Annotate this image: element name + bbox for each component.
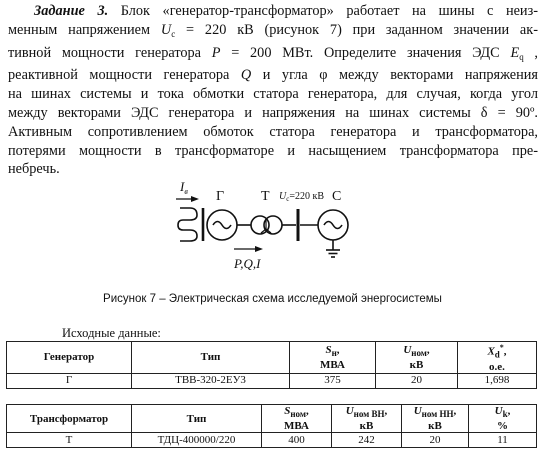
cell-hv-voltage: 242 [332, 433, 402, 448]
header-hv-voltage: $U_{ном ВН}$, кВ [332, 405, 402, 433]
excitation-winding [178, 208, 197, 241]
cell-transformer: Т [7, 433, 132, 448]
table-row [7, 433, 537, 448]
circuit-diagram [0, 168, 545, 286]
task-line-4: реактивной мощности генератора Q и угла φ между векторами напряжения [8, 67, 539, 84]
header-rated-power: $S_{ном}$, МВА [262, 405, 332, 433]
header-rated-power: $S_н$, МВА [290, 342, 376, 374]
task-line-8: потерями мощности в трансформаторе и насыщением трансформатора пре- [8, 142, 538, 159]
figure-caption: Рисунок 7 – Электрическая схема исследуемой энергосистемы [103, 293, 442, 305]
power-flow-label: P,Q,I [234, 256, 261, 271]
task-text [8, 2, 538, 179]
header-lv-voltage: $U_{ном НН}$, кВ [402, 405, 469, 433]
header-transformer: Трансформатор [7, 405, 132, 433]
header-generator: Генератор [7, 342, 132, 374]
transformer-table [6, 404, 537, 448]
generator-table [6, 341, 537, 389]
task-line-5: на шинах системы и тока обмотки статора генератора, для случая, когда угол [8, 86, 538, 103]
bus-voltage-label: $U_с=220$ кВ [279, 191, 325, 203]
source-data-heading: Исходные данные: [62, 326, 161, 340]
generator-label: Г [216, 189, 225, 204]
header-reactance: $X_d^*$, о.е. [458, 342, 537, 374]
cell-reactance: 1,698 [458, 373, 537, 388]
header-rated-voltage: $U_{ном}$, кВ [376, 342, 458, 374]
header-type: Тип [132, 342, 290, 374]
task-line-7: Активным сопротивлением обмоток статора генератора и трансформатора, [8, 123, 538, 140]
cell-rated-power: 400 [262, 433, 332, 448]
cell-rated-power: 375 [290, 373, 376, 388]
task-line-1: Задание 3. Блок «генератор-трансформатор» работает на шины с неиз- [34, 3, 538, 19]
cell-type: ТДЦ-400000/220 [132, 433, 262, 448]
task-line-6: между векторами ЭДС генератора и напряжения на шинах системы δ = 90º. [8, 104, 538, 121]
excitation-current-label: $I_в$ [180, 179, 188, 196]
cell-generator: Г [7, 373, 132, 388]
task-label: Задание 3. [34, 3, 109, 19]
header-type: Тип [132, 405, 262, 433]
cell-rated-voltage: 20 [376, 373, 458, 388]
transformer-winding-2 [264, 216, 282, 234]
task-line-3: тивной мощности генератора P = 200 МВт. Определите значения ЭДС $E_q$ , [8, 44, 538, 62]
table-row [7, 373, 537, 388]
task-line-9: небречь. [8, 161, 60, 178]
task-line-2: менным напряжением $U_с = 220$ кВ (рисунок 7) при заданном значении ак- [8, 21, 538, 39]
cell-short-circuit-voltage: 11 [469, 433, 537, 448]
cell-type: ТВВ-320-2ЕУ3 [132, 373, 290, 388]
transformer-label: Т [261, 189, 270, 204]
header-short-circuit-voltage: $U_k$, % [469, 405, 537, 433]
table-header-row [7, 405, 537, 433]
cell-lv-voltage: 20 [402, 433, 469, 448]
table-header-row [7, 342, 537, 374]
system-label: С [332, 189, 342, 204]
